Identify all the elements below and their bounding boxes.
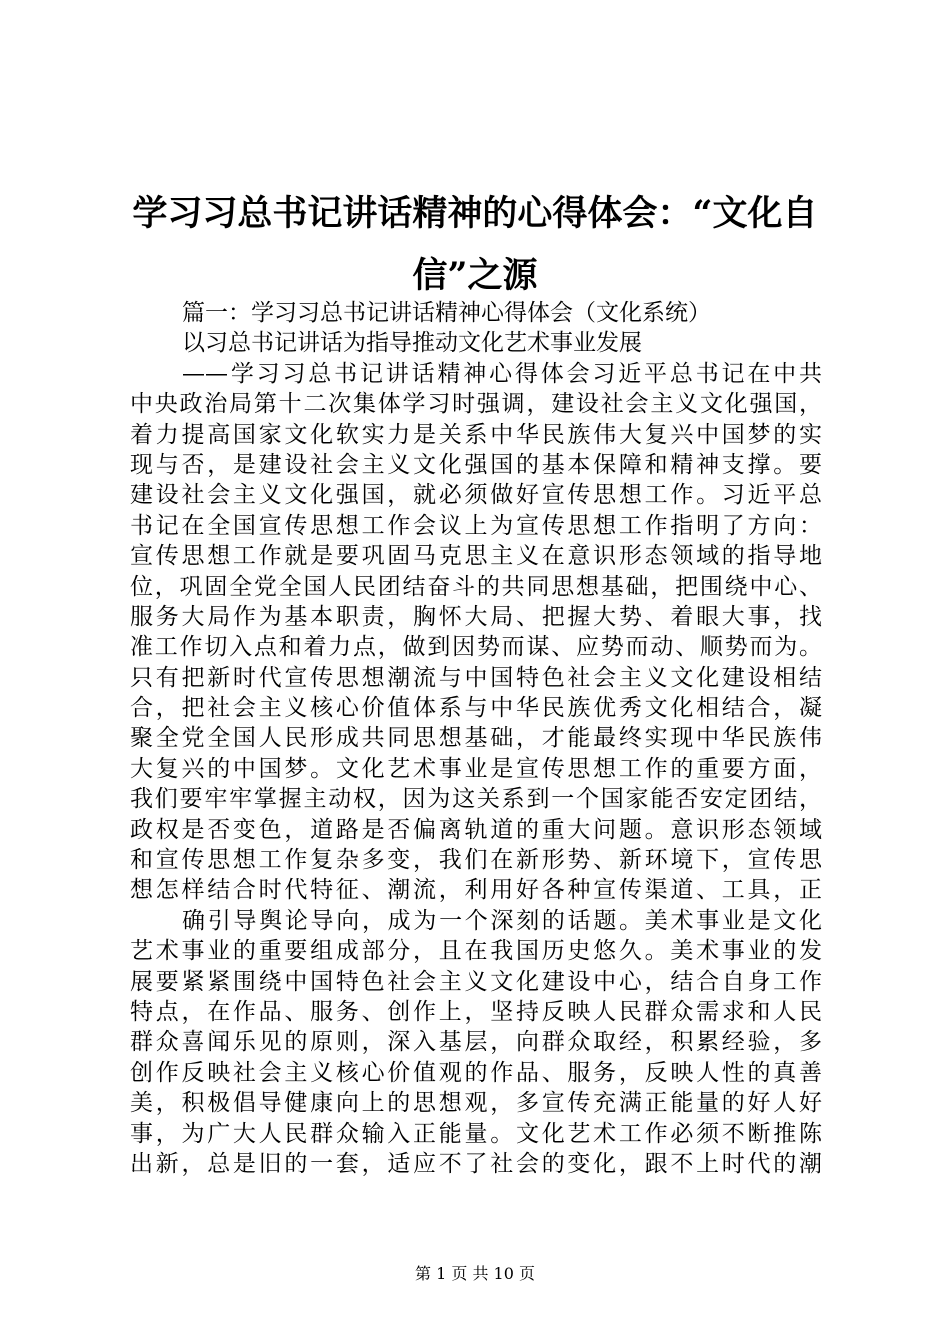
- body-text-line: 出新，总是旧的一套，适应不了社会的变化，跟不上时代的潮: [130, 1150, 822, 1177]
- page-footer: 第 1 页 共 10 页: [415, 1264, 535, 1283]
- document-title: [120, 183, 830, 307]
- body-text-line: 确引导舆论导向，成为一个深刻的话题。美术事业是文化: [182, 907, 822, 934]
- body-text-line: 以习总书记讲话为指导推动文化艺术事业发展: [182, 330, 642, 357]
- body-text-line: 事，为广大人民群众输入正能量。文化艺术工作必须不断推陈: [130, 1120, 822, 1147]
- body-text-line: 想怎样结合时代特征、潮流，利用好各种宣传渠道、工具，正: [130, 877, 822, 904]
- body-text-line: 聚全党全国人民形成共同思想基础，才能最终实现中华民族伟: [130, 725, 822, 752]
- body-text-line: 展要紧紧围绕中国特色社会主义文化建设中心，结合自身工作: [130, 968, 822, 995]
- body-text-line: 只有把新时代宣传思想潮流与中国特色社会主义文化建设相结: [130, 664, 822, 691]
- body-text-line: 大复兴的中国梦。文化艺术事业是宣传思想工作的重要方面，: [130, 755, 822, 782]
- body-text-line: 建设社会主义文化强国，就必须做好宣传思想工作。习近平总: [130, 482, 822, 509]
- body-text-line: 创作反映社会主义核心价值观的作品、服务，反映人性的真善: [130, 1059, 822, 1086]
- document-body: [130, 298, 822, 1179]
- body-text-line: 中央政治局第十二次集体学习时强调，建设社会主义文化强国，: [130, 391, 822, 418]
- body-text-line: 准工作切入点和着力点，做到因势而谋、应势而动、顺势而为。: [130, 634, 822, 661]
- body-text-line: 合，把社会主义核心价值体系与中华民族优秀文化相结合，凝: [130, 695, 822, 722]
- body-text-line: 和宣传思想工作复杂多变，我们在新形势、新环境下，宣传思: [130, 847, 822, 874]
- body-text-line: 书记在全国宣传思想工作会议上为宣传思想工作指明了方向：: [130, 512, 822, 539]
- body-text-line: 我们要牢牢掌握主动权，因为这关系到一个国家能否安定团结，: [130, 786, 822, 813]
- body-text-line: 艺术事业的重要组成部分，且在我国历史悠久。美术事业的发: [130, 938, 822, 965]
- body-text-line: 特点，在作品、服务、创作上，坚持反映人民群众需求和人民: [130, 998, 822, 1025]
- body-text-line: 着力提高国家文化软实力是关系中华民族伟大复兴中国梦的实: [130, 421, 822, 448]
- title-line-1: 学习习总书记讲话精神的心得体会：“文化自: [132, 193, 818, 234]
- body-text-line: ——学习习总书记讲话精神心得体会习近平总书记在中共: [182, 360, 822, 387]
- body-text-line: 政权是否变色，道路是否偏离轨道的重大问题。意识形态领域: [130, 816, 822, 843]
- body-text-line: 篇一：学习习总书记讲话精神心得体会（文化系统）: [182, 300, 711, 326]
- title-line-2: 信”之源: [412, 255, 538, 296]
- body-text-line: 服务大局作为基本职责，胸怀大局、把握大势、着眼大事，找: [130, 603, 822, 630]
- body-text-line: 位，巩固全党全国人民团结奋斗的共同思想基础，把围绕中心、: [130, 573, 822, 600]
- body-text-line: 现与否，是建设社会主义文化强国的基本保障和精神支撑。要: [130, 451, 822, 478]
- body-text-line: 群众喜闻乐见的原则，深入基层，向群众取经，积累经验，多: [130, 1029, 822, 1056]
- body-text-line: 美，积极倡导健康向上的思想观，多宣传充满正能量的好人好: [130, 1090, 822, 1117]
- body-text-line: 宣传思想工作就是要巩固马克思主义在意识形态领域的指导地: [130, 543, 822, 570]
